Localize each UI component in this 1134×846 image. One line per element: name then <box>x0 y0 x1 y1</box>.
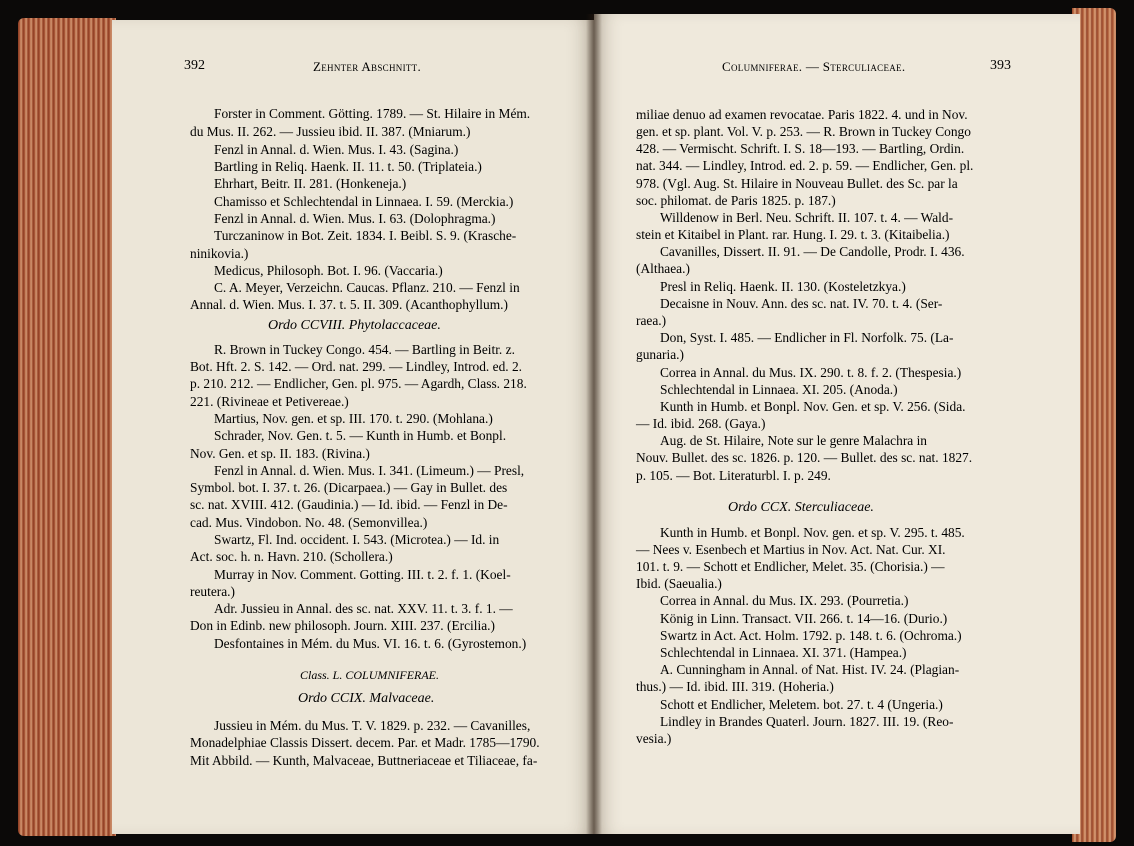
text-line: Ibid. (Saeualia.) <box>636 576 722 591</box>
text-line: p. 105. — Bot. Literaturbl. I. p. 249. <box>636 468 831 483</box>
text-line: Jussieu in Mém. du Mus. T. V. 1829. p. 232. — Cavanilles, <box>214 718 531 733</box>
text-line: Schlechtendal in Linnaea. XI. 371. (Hampea.) <box>660 645 907 660</box>
text-line: Fenzl in Annal. d. Wien. Mus. I. 43. (Sagina.) <box>214 142 459 157</box>
text-line: sc. nat. XVIII. 412. (Gaudinia.) — Id. ibid. — Fenzl in De- <box>190 497 508 512</box>
text-line: Turczaninow in Bot. Zeit. 1834. I. Beibl. S. 9. (Krasche- <box>214 228 517 243</box>
book-edge-left <box>18 18 116 836</box>
text-line: vesia.) <box>636 731 672 746</box>
text-line: 101. t. 9. — Schott et Endlicher, Melet. 35. (Chorisia.) — <box>636 559 945 574</box>
text-line: Fenzl in Annal. d. Wien. Mus. I. 341. (Limeum.) — Presl, <box>214 463 525 478</box>
left-page-number: 392 <box>184 58 205 73</box>
book-gutter <box>586 14 602 834</box>
text-line: reutera.) <box>190 584 235 599</box>
text-line: Decaisne in Nouv. Ann. des sc. nat. IV. 70. t. 4. (Ser- <box>660 296 943 311</box>
text-line: Schrader, Nov. Gen. t. 5. — Kunth in Humb. et Bonpl. <box>214 428 507 443</box>
text-line: Schott et Endlicher, Meletem. bot. 27. t. 4 (Ungeria.) <box>660 697 943 712</box>
text-line: stein et Kitaibel in Plant. rar. Hung. I. 29. t. 3. (Kitaibelia.) <box>636 227 950 242</box>
section-heading-malvaceae: Ordo CCIX. Malvaceae. <box>298 691 435 706</box>
text-line: Monadelphiae Classis Dissert. decem. Par. et Madr. 1785—1790. <box>190 735 540 750</box>
text-line: Swartz in Act. Act. Holm. 1792. p. 148. t. 6. (Ochroma.) <box>660 628 962 643</box>
text-line: 978. (Vgl. Aug. St. Hilaire in Nouveau Bullet. des Sc. par la <box>636 176 958 191</box>
section-heading-sterculiaceae: Ordo CCX. Sterculiaceae. <box>728 500 874 515</box>
section-heading-phytolaccaceae: Ordo CCVIII. Phytolaccaceae. <box>268 318 441 333</box>
text-line: Schlechtendal in Linnaea. XI. 205. (Anoda.) <box>660 382 898 397</box>
text-line: Bot. Hft. 2. S. 142. — Ord. nat. 299. — Lindley, Introd. ed. 2. <box>190 359 523 374</box>
text-line: — Id. ibid. 268. (Gaya.) <box>636 416 766 431</box>
text-line: — Nees v. Esenbech et Martius in Nov. Act. Nat. Cur. XI. <box>636 542 946 557</box>
text-line: thus.) — Id. ibid. III. 319. (Hoheria.) <box>636 679 834 694</box>
text-line: Don, Syst. I. 485. — Endlicher in Fl. Norfolk. 75. (La- <box>660 330 954 345</box>
text-line: Kunth in Humb. et Bonpl. Nov. gen. et sp. V. 295. t. 485. <box>660 525 965 540</box>
text-line: König in Linn. Transact. VII. 266. t. 14—16. (Durio.) <box>660 611 948 626</box>
text-line: Murray in Nov. Comment. Gotting. III. t. 2. f. 1. (Koel- <box>214 567 511 582</box>
text-line: Martius, Nov. gen. et sp. III. 170. t. 290. (Mohlana.) <box>214 411 493 426</box>
text-line: Ehrhart, Beitr. II. 281. (Honkeneja.) <box>214 176 407 191</box>
text-line: raea.) <box>636 313 667 328</box>
text-line: Adr. Jussieu in Annal. des sc. nat. XXV. 11. t. 3. f. 1. — <box>214 601 513 616</box>
text-line: nat. 344. — Lindley, Introd. ed. 2. p. 59. — Endlicher, Gen. pl. <box>636 158 974 173</box>
text-line: Bartling in Reliq. Haenk. II. 11. t. 50. (Triplateia.) <box>214 159 482 174</box>
text-line: A. Cunningham in Annal. of Nat. Hist. IV. 24. (Plagian- <box>660 662 960 677</box>
text-line: Cavanilles, Dissert. II. 91. — De Candolle, Prodr. I. 436. <box>660 244 965 259</box>
text-line: Medicus, Philosoph. Bot. I. 96. (Vaccaria.) <box>214 263 443 278</box>
text-line: (Althaea.) <box>636 261 690 276</box>
text-line: Don in Edinb. new philosoph. Journ. XIII. 237. (Ercilia.) <box>190 618 495 633</box>
text-line: Presl in Reliq. Haenk. II. 130. (Kosteletzkya.) <box>660 279 906 294</box>
text-line: Lindley in Brandes Quaterl. Journ. 1827. III. 19. (Reo- <box>660 714 954 729</box>
right-running-head: Columniferae. — Sterculiaceae. <box>722 59 906 74</box>
text-line: Swartz, Fl. Ind. occident. I. 543. (Microtea.) — Id. in <box>214 532 500 547</box>
class-heading-columniferae: Class. L. COLUMNIFERAE. <box>300 668 440 682</box>
text-line: Nov. Gen. et sp. II. 183. (Rivina.) <box>190 446 370 461</box>
text-line: Chamisso et Schlechtendal in Linnaea. I. 59. (Merckia.) <box>214 194 514 209</box>
text-line: Kunth in Humb. et Bonpl. Nov. Gen. et sp. V. 256. (Sida. <box>660 399 966 414</box>
text-line: du Mus. II. 262. — Jussieu ibid. II. 387. (Mniarum.) <box>190 124 471 139</box>
left-running-head: Zehnter Abschnitt. <box>313 59 422 74</box>
text-line: soc. philomat. de Paris 1825. p. 187.) <box>636 193 836 208</box>
text-line: Symbol. bot. I. 37. t. 26. (Dicarpaea.) — Gay in Bullet. des <box>190 480 508 495</box>
text-line: p. 210. 212. — Endlicher, Gen. pl. 975. — Agardh, Class. 218. <box>190 376 527 391</box>
right-page-number: 393 <box>990 58 1011 73</box>
text-line: Fenzl in Annal. d. Wien. Mus. I. 63. (Dolophragma.) <box>214 211 496 226</box>
text-line: miliae denuo ad examen revocatae. Paris 1822. 4. und in Nov. <box>636 107 968 122</box>
text-line: 221. (Rivineae et Petivereae.) <box>190 394 349 409</box>
text-line: R. Brown in Tuckey Congo. 454. — Bartling in Beitr. z. <box>214 342 515 357</box>
text-line: Annal. d. Wien. Mus. I. 37. t. 5. II. 309. (Acanthophyllum.) <box>190 297 508 312</box>
text-line: ninikovia.) <box>190 246 249 261</box>
text-line: Desfontaines in Mém. du Mus. VI. 16. t. 6. (Gyrostemon.) <box>214 636 527 651</box>
text-line: Correa in Annal. du Mus. IX. 293. (Pourretia.) <box>660 593 909 608</box>
text-line: 428. — Vermischt. Schrift. I. S. 18—193. — Bartling, Ordin. <box>636 141 965 156</box>
text-line: C. A. Meyer, Verzeichn. Caucas. Pflanz. 210. — Fenzl in <box>214 280 520 295</box>
text-line: gen. et sp. plant. Vol. V. p. 253. — R. Brown in Tuckey Congo <box>636 124 971 139</box>
text-line: Forster in Comment. Götting. 1789. — St. Hilaire in Mém. <box>214 106 531 121</box>
text-line: Act. soc. h. n. Havn. 210. (Schollera.) <box>190 549 393 564</box>
text-line: Correa in Annal. du Mus. IX. 290. t. 8. f. 2. (Thespesia.) <box>660 365 962 380</box>
text-line: gunaria.) <box>636 347 684 362</box>
text-line: Willdenow in Berl. Neu. Schrift. II. 107. t. 4. — Wald- <box>660 210 954 225</box>
text-line: cad. Mus. Vindobon. No. 48. (Semonvillea.) <box>190 515 428 530</box>
text-line: Mit Abbild. — Kunth, Malvaceae, Buttneriaceae et Tiliaceae, fa- <box>190 753 538 768</box>
text-line: Aug. de St. Hilaire, Note sur le genre Malachra in <box>660 433 927 448</box>
text-line: Nouv. Bullet. des sc. 1826. p. 120. — Bullet. des sc. nat. 1827. <box>636 450 973 465</box>
